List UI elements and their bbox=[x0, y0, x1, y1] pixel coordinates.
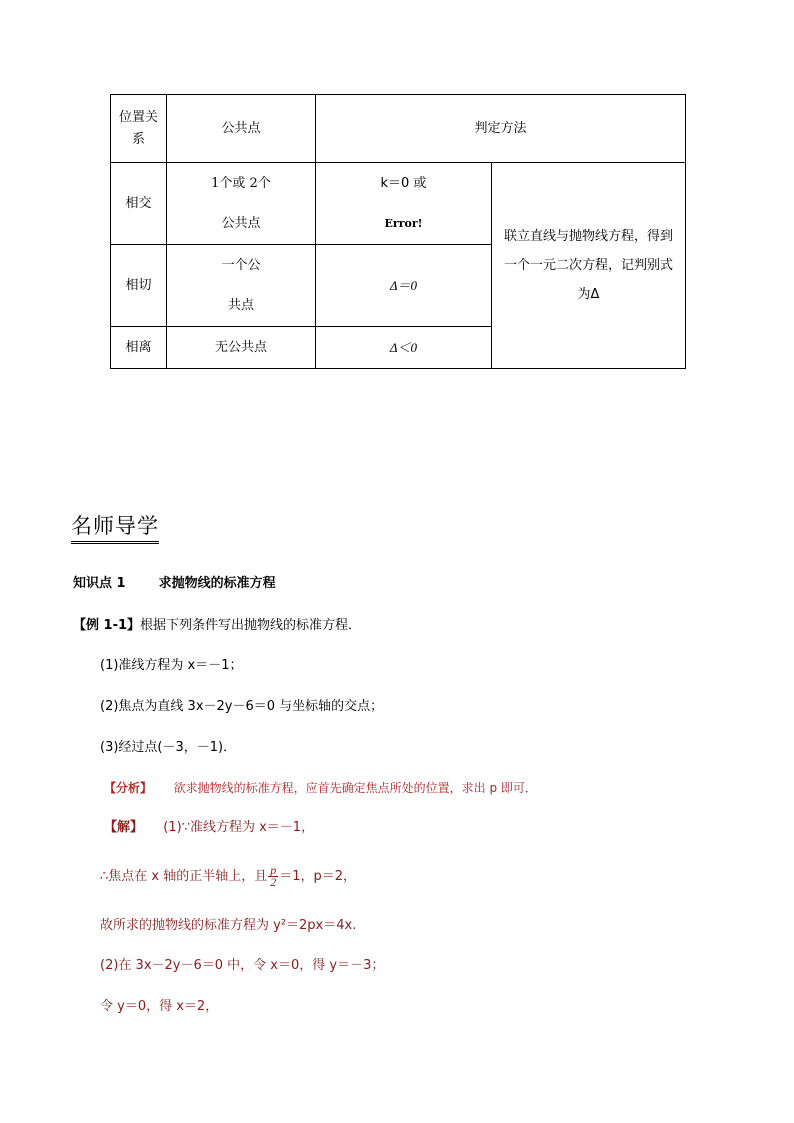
analysis-tag: 【分析】 bbox=[104, 781, 153, 795]
solution-line-5: 令 y＝0，得 x＝2， bbox=[100, 999, 219, 1014]
method-cell: Δ＝0 bbox=[316, 245, 492, 327]
relation-cell: 相离 bbox=[111, 327, 167, 369]
solution-line-4: (2)在 3x－2y－6＝0 中，令 x＝0，得 y＝－3； bbox=[100, 958, 385, 973]
example-prompt: 根据下列条件写出抛物线的标准方程． bbox=[140, 618, 362, 633]
method-cell: k＝0 或 Error! bbox=[316, 163, 492, 245]
solution-line-2: ∴焦点在 x 轴的正半轴上，且 $\frac{p}{2}$ ＝1，p＝2， bbox=[100, 863, 357, 889]
solution-tag: 【解】 bbox=[104, 820, 144, 835]
knowledge-point bbox=[73, 574, 276, 594]
fraction-p-over-2: $\frac{p}{2}$ bbox=[270, 863, 277, 889]
method-cell: Δ＜0 bbox=[316, 327, 492, 369]
example-item: (1)准线方程为 x＝－1； bbox=[100, 658, 243, 673]
merged-method-cell: 联立直线与抛物线方程，得到一个一元二次方程，记判别式为Δ bbox=[492, 163, 686, 369]
knowledge-point-title: 求抛物线的标准方程 bbox=[158, 576, 276, 591]
example-item: (2)焦点为直线 3x－2y－6＝0 与坐标轴的交点； bbox=[100, 699, 384, 714]
solution-line-1: 【解】 (1)∵准线方程为 x＝－1， bbox=[104, 820, 315, 835]
header-common-points: 公共点 bbox=[167, 95, 316, 163]
header-method: 判定方法 bbox=[316, 95, 686, 163]
header-relation: 位置关系 bbox=[111, 95, 167, 163]
example-header bbox=[73, 616, 361, 636]
example-item: (3)经过点(－3，－1)． bbox=[100, 740, 237, 755]
position-relation-table bbox=[110, 94, 686, 369]
points-cell: 无公共点 bbox=[167, 327, 316, 369]
section-title: 名师导学 bbox=[71, 512, 159, 544]
relation-cell: 相切 bbox=[111, 245, 167, 327]
relation-cell: 相交 bbox=[111, 163, 167, 245]
example-tag: 【例 1-1】 bbox=[73, 618, 141, 633]
analysis-text: 欲求抛物线的标准方程，应首先确定焦点所处的位置，求出 p 即可． bbox=[173, 781, 537, 795]
knowledge-point-label: 知识点 1 bbox=[73, 576, 126, 591]
analysis bbox=[104, 778, 537, 798]
solution-line-3: 故所求的抛物线的标准方程为 y²＝2px＝4x. bbox=[100, 918, 357, 933]
points-cell: 一个公 共点 bbox=[167, 245, 316, 327]
points-cell: 1个或 2个 公共点 bbox=[167, 163, 316, 245]
